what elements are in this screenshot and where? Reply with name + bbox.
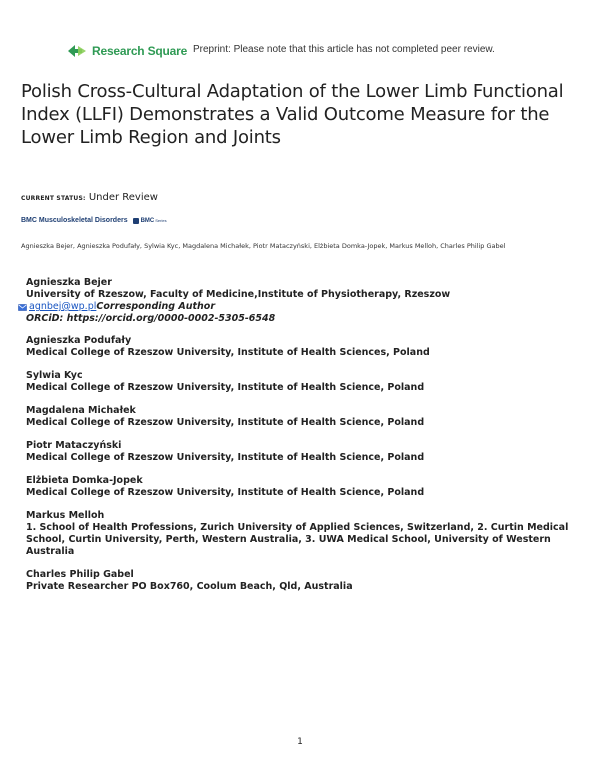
author-institution: University of Rzeszow, Faculty of Medicine,Institute of Physiotherapy, Rzeszow	[26, 289, 451, 300]
bmc-series-logo	[133, 218, 167, 224]
journal-info	[21, 217, 167, 224]
preprint-notice: Preprint: Please note that this article has not completed peer review.	[193, 44, 495, 55]
author-name: Sylwia Kyc	[26, 370, 83, 381]
affiliation-item	[26, 569, 581, 593]
bmc-series-text: Series	[155, 218, 167, 223]
research-square-logo-icon	[66, 42, 88, 60]
author-institution: Medical College of Rzeszow University, Institute of Health Science, Poland	[26, 382, 425, 393]
mail-icon	[18, 304, 27, 311]
affiliation-item	[26, 405, 581, 429]
status-label: CURRENT STATUS:	[21, 195, 86, 202]
status-value: Under Review	[88, 192, 158, 203]
bmc-series-brand: BMC	[140, 217, 155, 224]
author-institution: Medical College of Rzeszow University, Institute of Health Sciences, Poland	[26, 347, 430, 358]
author-institution: 1. School of Health Professions, Zurich University of Applied Sciences, Switzerland, 2. Curtin Medical School, Curtin University, Perth, Western Australia, 3. UWA Medical School, University of Western Australia	[26, 522, 569, 557]
affiliation-list	[26, 277, 581, 593]
affiliation-item	[26, 335, 581, 359]
page-title: Polish Cross-Cultural Adaptation of the Lower Limb Functional Index (LLFI) Demonstrates a Valid Outcome Measure for the Lower Limb Region and Joints	[21, 81, 564, 148]
orcid-link[interactable]: ORCiD: https://orcid.org/0000-0002-5305-6548	[26, 313, 276, 324]
author-email-link[interactable]: agnbej@wp.pl	[29, 301, 97, 312]
affiliation-item	[26, 370, 581, 394]
authors-line: Agnieszka Bejer, Agnieszka Podufały, Sylwia Kyc, Magdalena Michałek, Piotr Mataczyński, Elżbieta Domka-Jopek, Markus Melloh, Charles Philip Gabel	[21, 242, 506, 250]
author-name: Charles Philip Gabel	[26, 569, 134, 580]
page-number: 1	[297, 737, 303, 747]
current-status	[21, 192, 158, 203]
author-name: Magdalena Michałek	[26, 405, 136, 416]
affiliation-item	[26, 475, 581, 499]
author-institution: Medical College of Rzeszow University, Institute of Health Science, Poland	[26, 452, 425, 463]
author-name: Markus Melloh	[26, 510, 105, 521]
author-institution: Medical College of Rzeszow University, Institute of Health Science, Poland	[26, 487, 425, 498]
author-institution: Private Researcher PO Box760, Coolum Beach, Qld, Australia	[26, 581, 353, 592]
author-name: Elżbieta Domka-Jopek	[26, 475, 143, 486]
journal-name: BMC Musculoskeletal Disorders	[21, 217, 128, 224]
affiliation-item	[26, 277, 581, 325]
author-name: Piotr Mataczyński	[26, 440, 122, 451]
affiliation-item	[26, 440, 581, 464]
corresponding-author-label: Corresponding Author	[96, 301, 216, 312]
affiliation-item	[26, 510, 581, 558]
author-institution: Medical College of Rzeszow University, Institute of Health Science, Poland	[26, 417, 425, 428]
bmc-logo-icon	[133, 218, 139, 224]
logo-text: Research Square	[92, 44, 188, 58]
author-contact	[18, 301, 581, 313]
author-name: Agnieszka Bejer	[26, 277, 112, 288]
author-name: Agnieszka Podufały	[26, 335, 132, 346]
research-square-logo[interactable]	[66, 42, 187, 60]
